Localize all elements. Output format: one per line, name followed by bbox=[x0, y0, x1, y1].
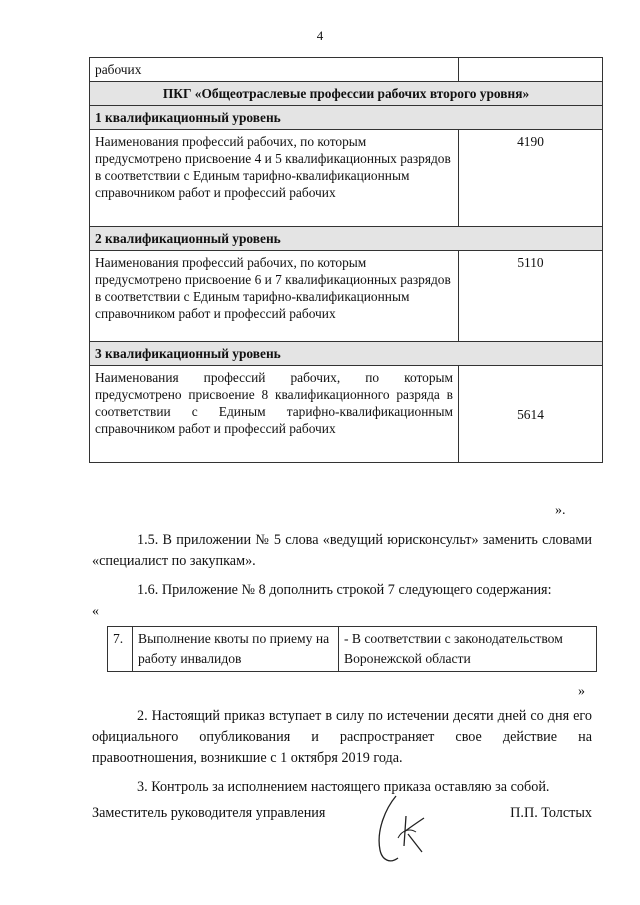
level-title: 2 квалификационный уровень bbox=[90, 227, 603, 251]
level-header-row bbox=[90, 106, 603, 130]
table-row bbox=[90, 130, 603, 227]
closing-quote-2: » bbox=[578, 684, 585, 699]
paragraph-2: 2. Настоящий приказ вступает в силу по истечении десяти дней со дня его официального опубликования и распространяет свое действие на правоотношения, возникшие с 1 октября 2019 года. bbox=[92, 708, 592, 766]
row-number: 7. bbox=[108, 627, 133, 672]
group-header-row bbox=[90, 82, 603, 106]
level-title: 3 квалификационный уровень bbox=[90, 342, 603, 366]
closing-quote: ». bbox=[555, 503, 566, 518]
handwritten-signature bbox=[368, 788, 438, 868]
table-row bbox=[108, 627, 597, 672]
level-header-row bbox=[90, 227, 603, 251]
table-row bbox=[90, 58, 603, 82]
paragraph-1-6: 1.6. Приложение № 8 дополнить строкой 7 следующего содержания: bbox=[137, 582, 552, 598]
level-title: 1 квалификационный уровень bbox=[90, 106, 603, 130]
signer-name: П.П. Толстых bbox=[510, 805, 592, 821]
paragraph-1-5: 1.5. В приложении № 5 слова «ведущий юрисконсульт» заменить словами «специалист по закупкам». bbox=[92, 532, 592, 569]
level-description: Наименования профессий рабочих, по которым предусмотрено присвоение 8 квалификационного разряда в соответствии с Единым тарифно-квалификационным справочником работ и профессий рабочих bbox=[90, 366, 459, 463]
table-row bbox=[90, 366, 603, 463]
level-value: 5614 bbox=[459, 366, 603, 463]
level-header-row bbox=[90, 342, 603, 366]
signer-position: Заместитель руководителя управления bbox=[92, 805, 326, 821]
level-value: 5110 bbox=[459, 251, 603, 342]
opening-quote: « bbox=[92, 604, 99, 619]
page-number: 4 bbox=[316, 28, 324, 43]
row-basis: - В соответствии с законодательством Воронежской области bbox=[339, 627, 597, 672]
table-cell: рабочих bbox=[90, 58, 459, 82]
row-name: Выполнение квоты по приему на работу инвалидов bbox=[133, 627, 339, 672]
level-description: Наименования профессий рабочих, по которым предусмотрено присвоение 6 и 7 квалификационных разрядов в соответствии с Единым тарифно-квалификационным справочником работ и профессий рабочих bbox=[90, 251, 459, 342]
quota-table bbox=[107, 626, 597, 672]
level-description: Наименования профессий рабочих, по которым предусмотрено присвоение 4 и 5 квалификационных разрядов в соответствии с Единым тарифно-квалификационным справочником работ и профессий рабочих bbox=[90, 130, 459, 227]
table-cell-empty bbox=[459, 58, 603, 82]
group-title: ПКГ «Общеотраслевые профессии рабочих второго уровня» bbox=[90, 82, 603, 106]
paragraph-3: 3. Контроль за исполнением настоящего приказа оставляю за собой. bbox=[137, 779, 550, 795]
level-value: 4190 bbox=[459, 130, 603, 227]
salary-table bbox=[89, 57, 603, 463]
table-row bbox=[90, 251, 603, 342]
